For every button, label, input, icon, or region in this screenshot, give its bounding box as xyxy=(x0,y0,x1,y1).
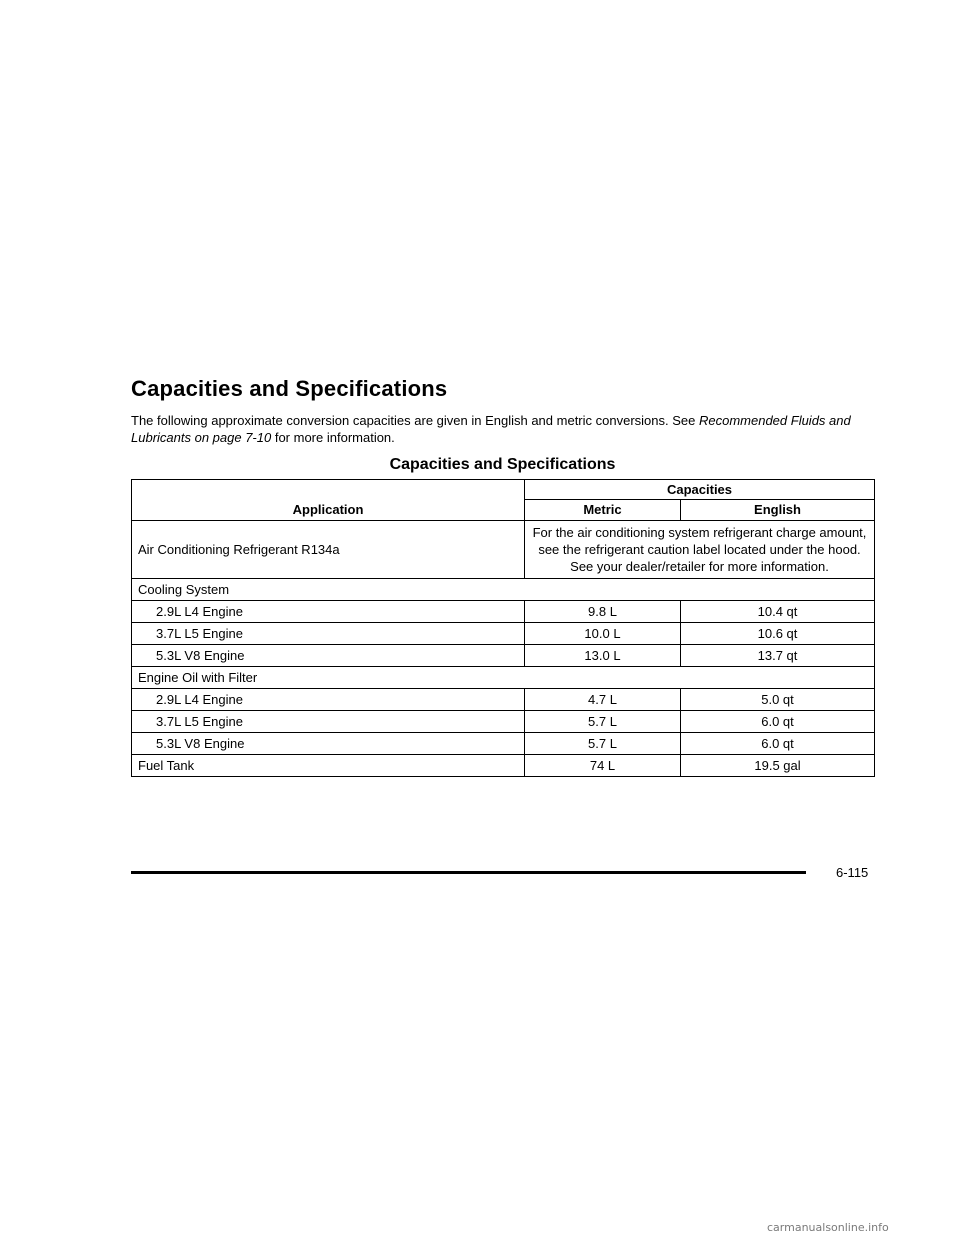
cell-english: 13.7 qt xyxy=(681,645,875,667)
header-english: English xyxy=(681,500,875,521)
table-row xyxy=(132,623,875,645)
cell-english: 6.0 qt xyxy=(681,733,875,755)
page-heading: Capacities and Specifications xyxy=(131,376,448,401)
cell-metric: 5.7 L xyxy=(525,711,681,733)
cell-application: 5.3L V8 Engine xyxy=(132,733,525,755)
table-row xyxy=(132,601,875,623)
cell-application: 2.9L L4 Engine xyxy=(132,601,525,623)
header-application: Application xyxy=(132,480,525,521)
cell-metric: 74 L xyxy=(525,755,681,777)
cell-english: 10.6 qt xyxy=(681,623,875,645)
cell-group-label: Engine Oil with Filter xyxy=(132,667,875,689)
page-number: 6-115 xyxy=(836,865,869,880)
cell-application: Fuel Tank xyxy=(132,755,525,777)
cell-metric: 13.0 L xyxy=(525,645,681,667)
cell-metric: 5.7 L xyxy=(525,733,681,755)
intro-paragraph xyxy=(131,412,871,446)
cell-metric: 10.0 L xyxy=(525,623,681,645)
cell-english: 10.4 qt xyxy=(681,601,875,623)
watermark: carmanualsonline.info xyxy=(767,1221,889,1234)
table-title: Capacities and Specifications xyxy=(389,456,616,473)
cell-english: 19.5 gal xyxy=(681,755,875,777)
intro-tail: for more information. xyxy=(274,430,395,445)
cell-application: 3.7L L5 Engine xyxy=(132,711,525,733)
table-row xyxy=(132,689,875,711)
capacities-table xyxy=(131,479,875,777)
cell-metric: 9.8 L xyxy=(525,601,681,623)
cell-application: 5.3L V8 Engine xyxy=(132,645,525,667)
cell-group-label: Cooling System xyxy=(132,579,875,601)
table-row xyxy=(132,521,875,579)
header-capacities: Capacities xyxy=(525,480,875,500)
table-row xyxy=(132,667,875,689)
table-row xyxy=(132,733,875,755)
footer-rule xyxy=(131,871,806,874)
table-row xyxy=(132,711,875,733)
table-row xyxy=(132,579,875,601)
cell-application: Air Conditioning Refrigerant R134a xyxy=(132,521,525,579)
cell-application: 2.9L L4 Engine xyxy=(132,689,525,711)
intro-text: The following approximate conversion capacities are given in English and metric conversions. See xyxy=(131,413,696,428)
cell-application: 3.7L L5 Engine xyxy=(132,623,525,645)
cell-english: 6.0 qt xyxy=(681,711,875,733)
header-metric: Metric xyxy=(525,500,681,521)
table-row xyxy=(132,645,875,667)
cell-metric: 4.7 L xyxy=(525,689,681,711)
table-row xyxy=(132,755,875,777)
intro-reference-link[interactable]: Recommended Fluids and Lubricants on page 7-10 xyxy=(131,413,851,445)
cell-english: 5.0 qt xyxy=(681,689,875,711)
cell-ac-note: For the air conditioning system refrigerant charge amount, see the refrigerant caution label located under the hood. See your dealer/retailer for more information. xyxy=(525,521,875,579)
